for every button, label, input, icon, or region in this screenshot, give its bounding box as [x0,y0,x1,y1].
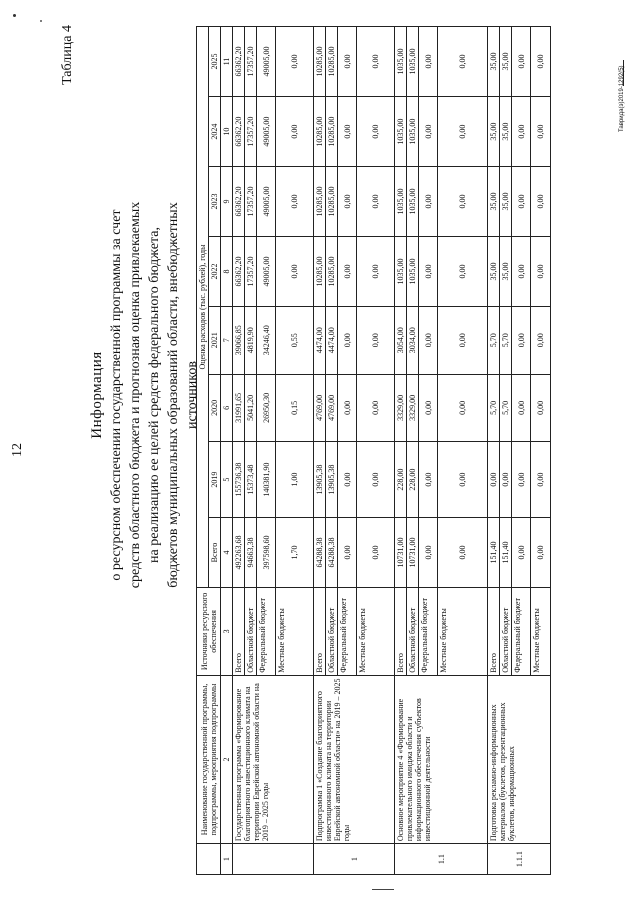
header-index-cell [197,844,221,875]
year-value-cell: 0,00 [419,237,438,307]
year-value-cell: 1035,00 [407,97,419,167]
year-value-cell: 49005,00 [257,167,276,237]
year-value-cell: 0,00 [512,167,531,237]
year-value-cell: 0,15 [276,374,314,442]
year-value-cell: 0,00 [357,374,395,442]
year-value-cell: 35,00 [500,237,512,307]
year-value-cell: 4819,90 [245,306,257,374]
year-value-cell: 17357,20 [245,27,257,97]
program-name-cell: Подпрограмма 1 «Создание благоприятного инвестиционного климата на территории Еврейской автономной области» на 2019 – 2025 годы [314,675,395,843]
year-value-cell: 66362,20 [233,27,245,97]
year-value-cell: 0,00 [500,442,512,518]
year-value-cell: 35,00 [488,27,500,97]
funding-source-cell: Местные бюджеты [357,588,395,676]
title-line: бюджетов муниципальных образований области, внебюджетных источников [166,202,200,588]
year-value-cell: 26950,30 [257,374,276,442]
year-value-cell: 0,00 [512,306,531,374]
header-year-cell: 2024 [209,97,221,167]
table-row [395,27,407,875]
total-value-cell: 10731,00 [395,518,407,588]
total-value-cell: 0,00 [357,518,395,588]
year-value-cell: 66362,20 [233,97,245,167]
year-value-cell: 0,00 [357,442,395,518]
header-name-cell: Наименование государственной программы, подпрограммы, мероприятия подпрограммы [197,675,221,843]
year-value-cell: 3054,00 [395,306,407,374]
year-value-cell: 0,00 [419,167,438,237]
year-value-cell: 5,70 [488,374,500,442]
title-line: на реализацию ее целей средств федерального бюджета, [147,227,162,563]
year-value-cell: 0,00 [357,167,395,237]
column-number: 1 [221,844,233,875]
year-value-cell: 66362,20 [233,167,245,237]
table-row [488,27,500,875]
funding-source-cell: Местные бюджеты [276,588,314,676]
year-value-cell: 0,00 [531,442,551,518]
year-value-cell: 17357,20 [245,237,257,307]
year-value-cell: 0,00 [488,442,500,518]
row-index-cell [233,844,314,875]
total-value-cell: 64288,38 [326,518,338,588]
year-value-cell: 10285,00 [326,97,338,167]
program-name-cell: Государственная программа «Формирование благоприятного инвестиционного климата на территории Еврейской автономной области на 2019 – 2025 годы [233,675,314,843]
year-value-cell: 10285,00 [314,237,326,307]
year-value-cell: 140381,90 [257,442,276,518]
year-value-cell: 0,00 [438,237,488,307]
column-number: 3 [221,588,233,676]
year-value-cell: 0,00 [338,237,357,307]
funding-source-cell: Всего [314,588,326,676]
year-value-cell: 0,00 [338,306,357,374]
table-body [233,27,551,875]
year-value-cell: 1035,00 [407,237,419,307]
total-value-cell: 0,00 [512,518,531,588]
year-value-cell: 0,00 [531,374,551,442]
year-value-cell: 0,00 [357,306,395,374]
year-value-cell: 49005,00 [257,27,276,97]
year-value-cell: 1035,00 [407,167,419,237]
funding-source-cell: Местные бюджеты [531,588,551,676]
year-value-cell: 4474,00 [314,306,326,374]
year-value-cell: 0,00 [438,374,488,442]
page-number: 12 [10,443,25,457]
year-value-cell: 4769,00 [326,374,338,442]
year-value-cell: 49005,00 [257,237,276,307]
total-value-cell: 0,00 [438,518,488,588]
program-name-cell: Подготовка рекламно-информационных материалов (буклетов, презентационных буклетов, информационных [488,675,551,843]
resource-table-wrapper [196,26,551,875]
funding-source-cell: Всего [233,588,245,676]
year-value-cell: 0,00 [419,27,438,97]
year-value-cell: 0,00 [276,97,314,167]
column-number: 11 [221,27,233,97]
year-value-cell: 10285,00 [314,97,326,167]
year-value-cell: 0,00 [419,442,438,518]
year-value-cell: 0,00 [512,442,531,518]
table-label: Таблица 4 [60,25,75,85]
year-value-cell: 35,00 [488,167,500,237]
year-value-cell: 34246,40 [257,306,276,374]
funding-source-cell: Областной бюджет [326,588,338,676]
funding-source-cell: Федеральный бюджет [338,588,357,676]
total-value-cell: 64288,38 [314,518,326,588]
year-value-cell: 1,00 [276,442,314,518]
total-value-cell: 1,70 [276,518,314,588]
title-line: средств областного бюджета и прогнозная оценка привлекаемых [128,201,143,589]
year-value-cell: 1035,00 [395,97,407,167]
year-value-cell: 0,00 [338,167,357,237]
total-value-cell: 94663,38 [245,518,257,588]
year-value-cell: 3034,00 [407,306,419,374]
year-value-cell: 0,00 [419,374,438,442]
title-heading: Информация [89,351,105,439]
year-value-cell: 5041,20 [245,374,257,442]
year-value-cell: 0,00 [531,97,551,167]
year-value-cell: 0,00 [438,306,488,374]
row-index-cell: 1 [314,844,395,875]
table-row [233,27,245,875]
year-value-cell: 0,00 [512,237,531,307]
funding-source-cell: Всего [395,588,407,676]
year-value-cell: 0,00 [276,27,314,97]
year-value-cell: 10285,00 [326,237,338,307]
year-value-cell: 35,00 [500,167,512,237]
year-value-cell: 155736,38 [233,442,245,518]
total-value-cell: 0,00 [338,518,357,588]
row-index-cell: 1.1 [395,844,488,875]
year-value-cell: 4769,00 [314,374,326,442]
funding-source-cell: Федеральный бюджет [512,588,531,676]
year-value-cell: 0,00 [438,97,488,167]
year-value-cell: 13905,38 [314,442,326,518]
total-value-cell: 10731,00 [407,518,419,588]
year-value-cell: 0,00 [512,97,531,167]
year-value-cell: 0,00 [338,374,357,442]
year-value-cell: 5,70 [500,306,512,374]
header-source-cell: Источники ресурсного обеспечения [197,588,221,676]
year-value-cell: 0,00 [531,237,551,307]
year-value-cell: 10285,00 [326,27,338,97]
table-header-row [197,27,209,875]
year-value-cell: 17357,20 [245,167,257,237]
year-value-cell: 1035,00 [395,27,407,97]
header-year-cell: 2019 [209,442,221,518]
year-value-cell: 15373,48 [245,442,257,518]
funding-source-cell: Федеральный бюджет [419,588,438,676]
program-name-cell: Основное мероприятие 4 «Формирование привлекательного имиджа области и информационного обеспечения субъектов инвестиционной деятельности [395,675,488,843]
resource-table [196,26,551,875]
funding-source-cell: Местные бюджеты [438,588,488,676]
total-value-cell: 151,40 [500,518,512,588]
total-value-cell: 151,40 [488,518,500,588]
year-value-cell: 0,00 [419,306,438,374]
year-value-cell: 5,70 [500,374,512,442]
year-value-cell: 0,00 [438,27,488,97]
year-value-cell: 31991,65 [233,374,245,442]
year-value-cell: 0,00 [531,167,551,237]
column-number: 2 [221,675,233,843]
header-estimate-cell: Оценка расходов (тыс. рублей), годы [197,27,209,588]
column-number-row [221,27,233,875]
year-value-cell: 0,00 [357,237,395,307]
year-value-cell: 17357,20 [245,97,257,167]
year-value-cell: 0,00 [419,97,438,167]
year-value-cell: 3329,00 [407,374,419,442]
year-value-cell: 228,00 [407,442,419,518]
header-year-cell: 2025 [209,27,221,97]
year-value-cell: 0,00 [338,442,357,518]
year-value-cell: 10285,00 [314,167,326,237]
header-total-cell: Всего [209,518,221,588]
year-value-cell: 0,00 [338,97,357,167]
header-year-cell: 2023 [209,167,221,237]
year-value-cell: 0,00 [438,442,488,518]
row-index-cell: 1.1.1 [488,844,551,875]
column-number: 7 [221,306,233,374]
document-title [88,175,202,615]
column-number: 4 [221,518,233,588]
year-value-cell: 49005,00 [257,97,276,167]
year-value-cell: 35,00 [488,97,500,167]
funding-source-cell: Федеральный бюджет [257,588,276,676]
year-value-cell: 0,00 [531,27,551,97]
year-value-cell: 0,00 [276,167,314,237]
year-value-cell: 35,00 [500,27,512,97]
year-value-cell: 35,00 [488,237,500,307]
title-line: о ресурсном обеспечении государственной программы за счет [109,209,124,581]
total-value-cell: 0,00 [531,518,551,588]
column-number: 5 [221,442,233,518]
year-value-cell: 0,00 [512,27,531,97]
document-code: Таврида(э)2019-1292(5) [619,65,625,132]
year-value-cell: 0,55 [276,306,314,374]
year-value-cell: 1035,00 [395,237,407,307]
header-year-cell: 2022 [209,237,221,307]
year-value-cell: 3329,00 [395,374,407,442]
year-value-cell: 1035,00 [395,167,407,237]
column-number: 8 [221,237,233,307]
total-value-cell: 397598,60 [257,518,276,588]
year-value-cell: 0,00 [512,374,531,442]
year-value-cell: 35,00 [500,97,512,167]
column-number: 6 [221,374,233,442]
year-value-cell: 0,00 [531,306,551,374]
year-value-cell: 5,70 [488,306,500,374]
total-value-cell: 0,00 [419,518,438,588]
year-value-cell: 39066,85 [233,306,245,374]
funding-source-cell: Всего [488,588,500,676]
year-value-cell: 0,00 [276,237,314,307]
header-year-cell: 2021 [209,306,221,374]
table-row [314,27,326,875]
year-value-cell: 10285,00 [326,167,338,237]
column-number: 10 [221,97,233,167]
header-year-cell: 2020 [209,374,221,442]
funding-source-cell: Областной бюджет [245,588,257,676]
year-value-cell: 0,00 [438,167,488,237]
funding-source-cell: Областной бюджет [407,588,419,676]
year-value-cell: 0,00 [338,27,357,97]
year-value-cell: 228,00 [395,442,407,518]
year-value-cell: 10285,00 [314,27,326,97]
column-number: 9 [221,167,233,237]
year-value-cell: 0,00 [357,97,395,167]
year-value-cell: 0,00 [357,27,395,97]
year-value-cell: 66362,20 [233,237,245,307]
funding-source-cell: Областной бюджет [500,588,512,676]
year-value-cell: 13905,38 [326,442,338,518]
year-value-cell: 4474,00 [326,306,338,374]
total-value-cell: 492263,68 [233,518,245,588]
year-value-cell: 1035,00 [407,27,419,97]
